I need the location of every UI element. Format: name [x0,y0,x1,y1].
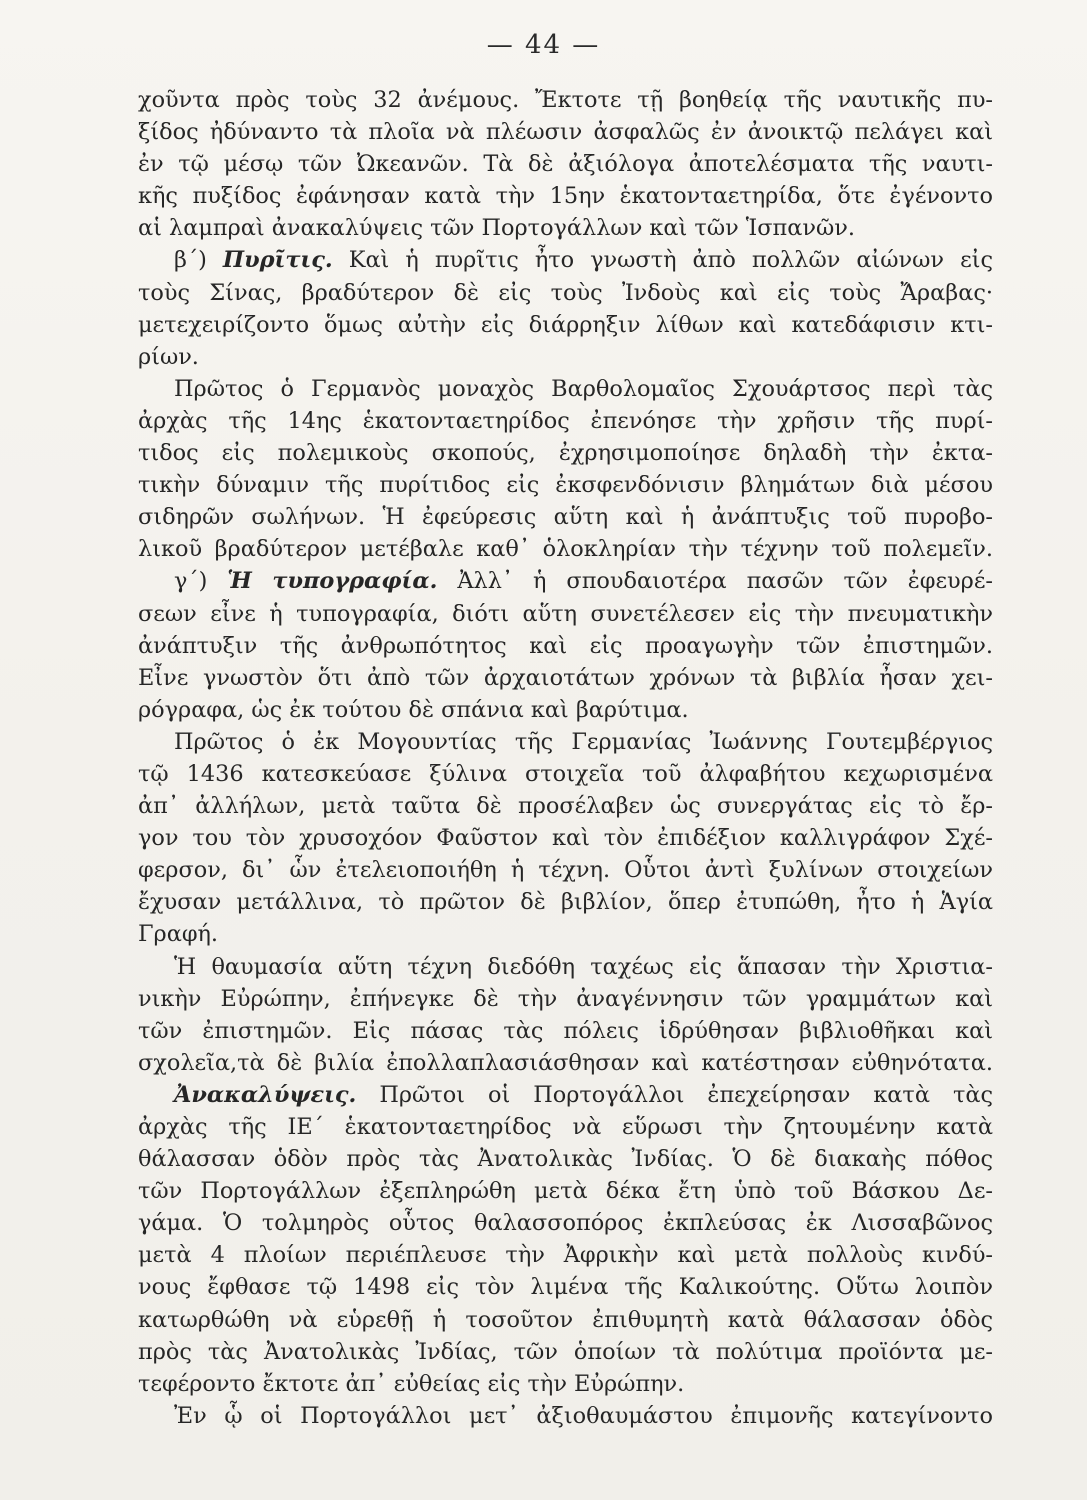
line-text: τεφέροντο ἔκτοτε ἀπ᾽ εὐθείας εἰς τὴν Εὐρώπην. [138,1370,685,1397]
text-line [138,951,993,983]
line-text: ἀνάπτυξιν τῆς ἀνθρωπότητος καὶ εἰς προαγωγὴν τῶν ἐπιστημῶν. [138,632,993,659]
line-text: γάμα. Ὁ τολμηρὸς οὗτος θαλασσοπόρος ἐκπλεύσας ἐκ Λισσαβῶνος [138,1210,993,1237]
line-text: Ἡ θαυμασία αὕτη τέχνη διεδόθη ταχέως εἰς ἅπασαν τὴν Χριστια- [174,953,993,980]
text-line [138,565,993,597]
line-text: σχολεῖα,τὰ δὲ βιλία ἐπολλαπλασιάσθησαν καὶ κατέστησαν εὐθηνότατα. [138,1049,993,1076]
line-text: Καὶ ἡ πυρῖτις ἦτο γνωστὴ ἀπὸ πολλῶν αἰώνων εἰς [332,247,993,274]
line-text: γον του τὸν χρυσοχόον Φαῦστον καὶ τὸν ἐπιδέξιον καλλιγράφον Σχέ- [138,825,993,852]
page-number: — 44 — [486,30,601,60]
line-text: τικὴν δύναμιν τῆς πυρίτιδος εἰς ἐκσφενδόνισιν βλημάτων διὰ μέσου [138,472,993,499]
text-line [138,469,993,501]
text-line [138,854,993,886]
line-text: θάλασσαν ὁδὸν πρὸς τὰς Ἀνατολικὰς Ἰνδίας. Ὁ δὲ διακαὴς πόθος [138,1146,993,1173]
line-text: ἔχυσαν μετάλλινα, τὸ πρῶτον δὲ βιβλίον, ὅπερ ἐτυπώθη, ἦτο ἡ Ἁγία [138,889,993,916]
line-text: λικοῦ βραδύτερον μετέβαλε καθ᾽ ὁλοκληρίαν τὴν τέχνην τοῦ πολεμεῖν. [138,536,993,563]
section-heading: Ἀνακαλύψεις. [174,1081,357,1108]
line-text: Πρῶτος ὁ ἐκ Μογουντίας τῆς Γερμανίας Ἰωάννης Γουτεμβέργιος [174,728,993,755]
text-line [138,1400,993,1432]
text-line [138,726,993,758]
line-text: μετὰ 4 πλοίων περιέπλευσε τὴν Ἀφρικὴν καὶ μετὰ πολλοὺς κινδύ- [138,1242,993,1269]
text-line [138,1111,993,1143]
text-line [138,148,993,180]
text-line [138,630,993,662]
text-line [138,116,993,148]
line-text: τῷ 1436 κατεσκεύασε ξύλινα στοιχεῖα τοῦ ἀλφαβήτου κεχωρισμένα [138,760,993,787]
text-line [138,1207,993,1239]
line-text: Ἐν ᾧ οἱ Πορτογάλλοι μετ᾽ ἀξιοθαυμάστου ἐπιμονῆς κατεγίνοντο [174,1402,993,1429]
line-text: χοῦντα πρὸς τοὺς 32 ἀνέμους. Ἔκτοτε τῇ βοηθείᾳ τῆς ναυτικῆς πυ- [138,87,993,113]
text-line [138,533,993,565]
line-text: φερσον, δι᾽ ὧν ἐτελειοποιήθη ἡ τέχνη. Οὗτοι ἀντὶ ξυλίνων στοιχείων [138,857,993,884]
text-line [138,1336,993,1368]
text-line [138,212,993,244]
text-line [138,501,993,533]
text-line [138,694,993,726]
text-line [138,1143,993,1175]
section-marker: γ΄) [174,568,228,595]
text-line [138,822,993,854]
text-line [138,437,993,469]
text-line [138,1304,993,1336]
line-text: Γραφή. [138,921,219,948]
line-text: ἀρχὰς τῆς ΙΕ΄ ἑκατονταετηρίδος νὰ εὕρωσι τὴν ζητουμένην κατὰ [138,1114,993,1140]
text-line [138,84,993,116]
body-text [138,84,993,1432]
text-line [138,1079,993,1111]
line-text: Πρῶτοι οἱ Πορτογάλλοι ἐπεχείρησαν κατὰ τὰς [356,1081,993,1108]
text-line [138,1015,993,1047]
text-line [138,1239,993,1271]
text-line [138,598,993,630]
line-text: ρίων. [138,343,199,370]
text-line [138,244,993,276]
line-text: τῶν ἐπιστημῶν. Εἰς πάσας τὰς πόλεις ἱδρύθησαν βιβλιοθῆκαι καὶ [138,1017,993,1044]
section-heading: Πυρῖτις. [222,247,333,274]
text-line [138,373,993,405]
line-text: Πρῶτος ὁ Γερμανὸς μοναχὸς Βαρθολομαῖος Σχουάρτσος περὶ τὰς [174,375,993,402]
line-text: τοὺς Σίνας, βραδύτερον δὲ εἰς τοὺς Ἰνδοὺς καὶ εἰς τοὺς Ἄραβας· [138,279,993,306]
text-line [138,662,993,694]
text-line [138,918,993,950]
line-text: νους ἔφθασε τῷ 1498 εἰς τὸν λιμένα τῆς Καλικούτης. Οὕτω λοιπὸν [138,1274,993,1301]
line-text: μετεχειρίζοντο ὅμως αὐτὴν εἰς διάρρηξιν λίθων καὶ κατεδάφισιν κτι- [138,311,993,338]
text-line [138,309,993,341]
section-heading: Ἡ τυπογραφία. [227,568,438,595]
text-line [138,758,993,790]
line-text: ρόγραφα, ὡς ἐκ τούτου δὲ σπάνια καὶ βαρύτιμα. [138,696,689,723]
text-line [138,1175,993,1207]
line-text: κῆς πυξίδος ἐφάνησαν κατὰ τὴν 15ην ἑκατονταετηρίδα, ὅτε ἐγένοντο [138,183,993,210]
text-line [138,1047,993,1079]
line-text: ξίδος ἠδύναντο τὰ πλοῖα νὰ πλέωσιν ἀσφαλῶς ἐν ἀνοικτῷ πελάγει καὶ [138,119,993,146]
line-text: κατωρθώθη νὰ εὑρεθῇ ἡ τοσοῦτον ἐπιθυμητὴ κατὰ θάλασσαν ὁδὸς [138,1306,993,1333]
line-text: πρὸς τὰς Ἀνατολικὰς Ἰνδίας, τῶν ὁποίων τὰ πολύτιμα προϊόντα με- [138,1338,993,1365]
line-text: σεων εἶνε ἡ τυπογραφία, διότι αὕτη συνετέλεσεν εἰς τὴν πνευματικὴν [138,600,993,627]
text-line [138,277,993,309]
line-text: ἀρχὰς τῆς 14ης ἑκατονταετηρίδος ἐπενόησε τὴν χρῆσιν τῆς πυρί- [138,407,993,434]
text-line [138,1368,993,1400]
line-text: Εἶνε γνωστὸν ὅτι ἀπὸ τῶν ἀρχαιοτάτων χρόνων τὰ βιβλία ἦσαν χει- [138,664,993,691]
text-line [138,1271,993,1303]
line-text: ἀπ᾽ ἀλλήλων, μετὰ ταῦτα δὲ προσέλαβεν ὡς συνεργάτας εἰς τὸ ἔρ- [138,793,993,820]
text-line [138,790,993,822]
line-text: Ἀλλ᾽ ἡ σπουδαιοτέρα πασῶν τῶν ἐφευρέ- [437,568,993,595]
text-line [138,886,993,918]
line-text: τῶν Πορτογάλλων ἐξεπληρώθη μετὰ δέκα ἔτη ὑπὸ τοῦ Βάσκου Δε- [138,1178,993,1205]
line-text: αἱ λαμπραὶ ἀνακαλύψεις τῶν Πορτογάλλων καὶ τῶν Ἱσπανῶν. [138,215,855,242]
section-marker: β΄) [174,247,223,274]
line-text: τιδος εἰς πολεμικοὺς σκοπούς, ἐχρησιμοποίησε δηλαδὴ τὴν ἐκτα- [138,440,993,467]
text-line [138,983,993,1015]
line-text: ἐν τῷ μέσῳ τῶν Ὠκεανῶν. Τὰ δὲ ἀξιόλογα ἀποτελέσματα τῆς ναυτι- [138,151,993,178]
text-line [138,341,993,373]
line-text: σιδηρῶν σωλήνων. Ἡ ἐφεύρεσις αὕτη καὶ ἡ ἀνάπτυξις τοῦ πυροβο- [138,504,993,531]
text-line [138,180,993,212]
text-line [138,405,993,437]
line-text: νικὴν Εὐρώπην, ἐπήνεγκε δὲ τὴν ἀναγέννησιν τῶν γραμμάτων καὶ [138,985,993,1012]
